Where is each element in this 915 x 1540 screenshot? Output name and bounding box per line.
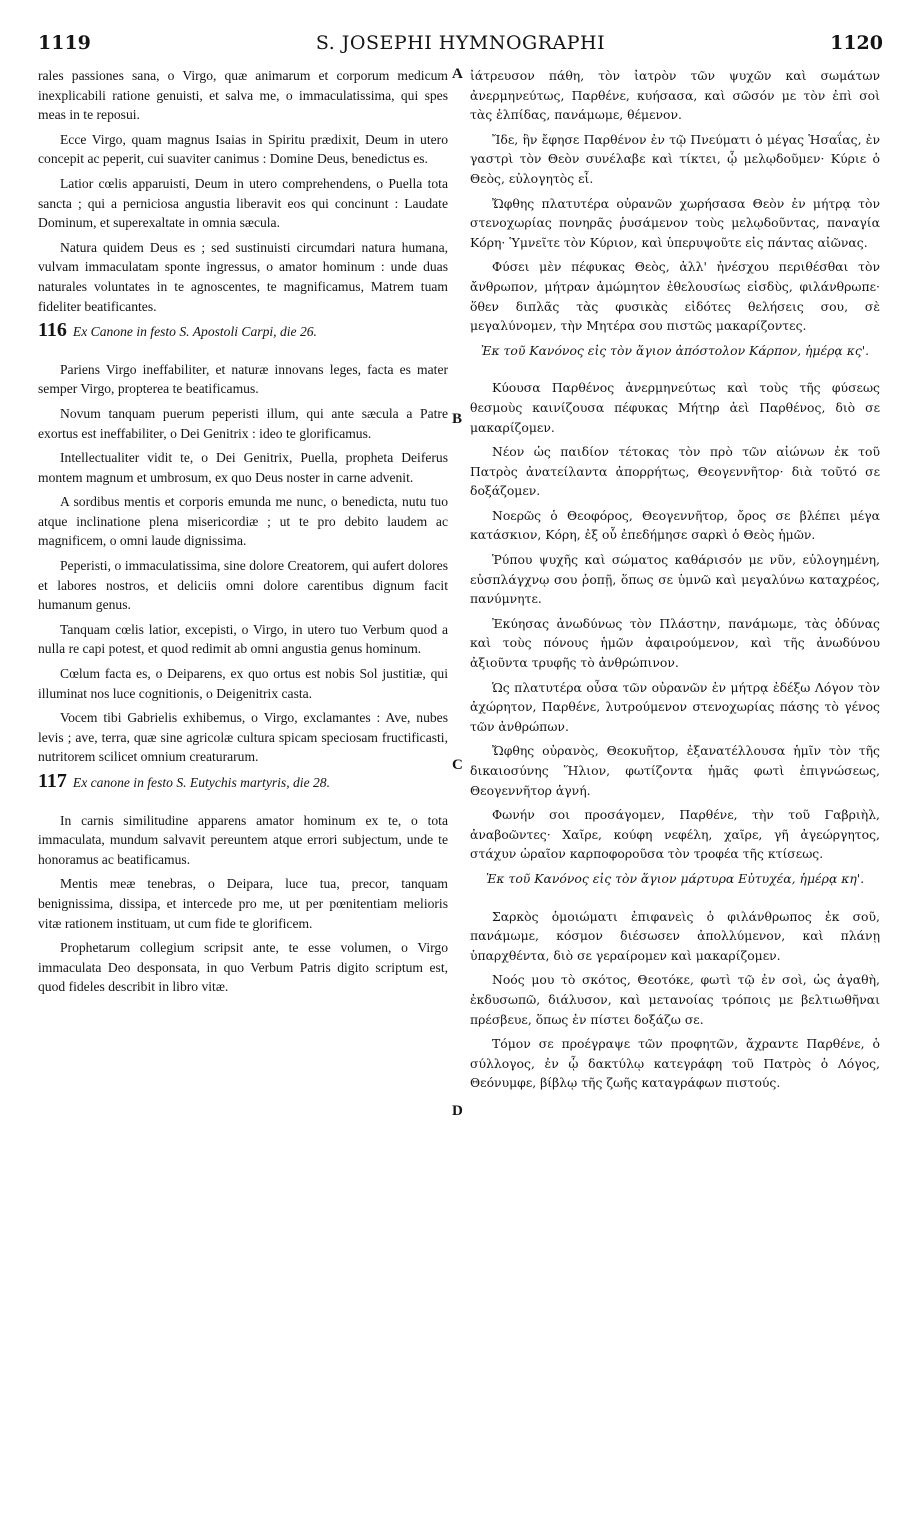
section-number: 116 <box>38 319 67 342</box>
greek-column <box>470 66 880 1098</box>
margin-marker-a: A <box>452 66 463 82</box>
latin-paragraph: rales passiones sana, o Virgo, quæ animarum et corporum medicum inexplicabili ratione genuisti, et salva me, o immaculatissima, qui spes meas in te reposui. <box>38 68 448 123</box>
latin-paragraph: Intellectualiter vidit te, o Dei Genitrix, Puella, propheta Deiferus montem magnum et umbrosum, ex quo Deus noster in carne advenit. <box>38 450 448 485</box>
section-heading-117 <box>38 772 448 793</box>
greek-section-heading-117: Ἐκ τοῦ Κανόνος εἰς τὸν ἅγιον μάρτυρα Εὐτυχέα, ἡμέρᾳ κη'. <box>485 870 865 886</box>
greek-paragraph: Κύουσα Παρθένος ἀνερμηνεύτως καὶ τοὺς τῆς φύσεως θεσμοὺς καινίζουσα πέφυκας Μήτηρ ἀεὶ Παρθένος, διὸ σε μακαρίζομεν. <box>470 380 880 435</box>
latin-paragraph: Cœlum facta es, o Deiparens, ex quo ortus est nobis Sol justitiæ, qui illuminat nos luce cognitionis, o Deigenitrix casta. <box>38 666 448 701</box>
greek-paragraph: Ὡς πλατυτέρα οὖσα τῶν οὐρανῶν ἐν μήτρᾳ ἐδέξω Λόγον τὸν ἀχώρητον, Παρθένε, λυτρούμενον στενοχωρίας πάσης τὸ γένος τῶν ἀνθρώπων. <box>470 679 880 734</box>
latin-paragraph: A sordibus mentis et corporis emunda me nunc, o benedicta, nutu tuo atque inclinatione plena misericordiæ ; ut te pro debito laudem ac magnificem, o omni laude dignissima. <box>38 494 448 549</box>
latin-paragraph: Ecce Virgo, quam magnus Isaias in Spiritu prædixit, Deum in utero concepit ac peperit, cui suaviter canimus : Domine Deus, benedictus es. <box>38 131 448 167</box>
latin-paragraph: In carnis similitudine apparens amator hominum ex te, o tota immaculata, mundum salvavit pereuntem atque errori subjectum, unde te honoramus ac beatificamus. <box>38 812 448 867</box>
margin-marker-b: B <box>452 411 463 427</box>
right-page-number: 1120 <box>830 32 883 54</box>
latin-paragraph: Tanquam cœlis latior, excepisti, o Virgo, in utero tuo Verbum quod a nulla re capi potest, et quod redimit ab omni angustia genus hominum. <box>38 621 448 657</box>
latin-paragraph: Natura quidem Deus es ; sed sustinuisti circumdari natura humana, vulvam immaculatam sponte ingressus, o amator hominum : unde duas naturales voluntates in te agnoscentes, te magnificamus, Matrem tuam fideliter beatificantes. <box>38 239 448 314</box>
latin-paragraph: Novum tanquam puerum peperisti illum, qui ante sæcula a Patre exortus est ineffabiliter, o Dei Genitrix : ideo te glorificamus. <box>38 405 448 441</box>
left-page-number: 1119 <box>38 32 91 54</box>
greek-paragraph: Σαρκὸς ὁμοιώματι ἐπιφανεὶς ὁ φιλάνθρωπος ἐκ σοῦ, πανάμωμε, κόσμον διέσωσεν ἀπολλύμενον, καὶ πλάνῃ ὑπαρχθέντα, διὸ σε γεραίρομεν καὶ μακαρίζομεν. <box>470 908 880 963</box>
latin-column <box>38 66 448 1002</box>
margin-marker-d: D <box>452 1103 463 1119</box>
latin-paragraph: Peperisti, o immaculatissima, sine dolore Creatorem, qui aufert dolores et labores nostros, et deliciis omni dolore carentibus dignum facit humanum genus. <box>38 558 448 613</box>
greek-paragraph: ἰάτρευσον πάθη, τὸν ἰατρὸν τῶν ψυχῶν καὶ σωμάτων ἀνερμηνεύτως, Παρθένε, κυήσασα, καὶ σῶσόν με τὸν ἐπὶ σοὶ τὰς ἐλπίδας, πανάμωμε, θέμενον. <box>470 68 880 123</box>
section-title: Ex canone in festo S. Eutychis martyris, die 28. <box>72 775 331 790</box>
margin-marker-c: C <box>452 757 463 773</box>
greek-paragraph: Νοερῶς ὁ Θεοφόρος, Θεογεννῆτορ, ὄρος σε βλέπει μέγα κατάσκιον, Κόρη, ἐξ οὗ ἐπεδήμησε σαρκὶ ὁ Θεὸς ἡμῶν. <box>470 507 880 543</box>
page-header <box>38 32 883 62</box>
latin-paragraph: Latior cœlis apparuisti, Deum in utero comprehendens, o Puella tota sancta ; qui a perniciosa angustia liberavit eos qui concinunt : Laudate Dominum, et superexaltate in omnia sæcula. <box>38 175 448 231</box>
greek-paragraph: Φωνήν σοι προσάγομεν, Παρθένε, τὴν τοῦ Γαβριὴλ, ἀναβοῶντες· Χαῖρε, κούφη νεφέλη, χαῖρε, γῆ ἀγεώργητος, στάχυν ὡραῖον καρποφοροῦσα τὸν τροφέα τῆς κτίσεως. <box>470 807 880 862</box>
greek-paragraph: Τόμον σε προέγραψε τῶν προφητῶν, ἄχραντε Παρθένε, ὁ σύλλογος, ἐν ᾧ δακτύλῳ κατεγράφη τοῦ Πατρὸς ὁ Λόγος, Θεόνυμφε, βίβλῳ τῆς ζωῆς καταγράφων πιστούς. <box>470 1036 880 1091</box>
latin-paragraph: Mentis meæ tenebras, o Deipara, luce tua, precor, tanquam benignissima, dissipa, et intercede pro me, ut per pœnitentiam melioris vitæ rationem instituam, ut cum fide te glorificem. <box>38 876 448 931</box>
greek-paragraph: Ἐκύησας ἀνωδύνως τὸν Πλάστην, πανάμωμε, τὰς ὀδύνας καὶ τοὺς πόνους ἡμῶν ἀφαιρούμενον, καὶ τῆς ἀνωδύνου ἀξιοῦντα τρυφῆς τὸ ἀνθρώπινον. <box>470 615 880 671</box>
greek-paragraph: Ὤφθης πλατυτέρα οὐρανῶν χωρήσασα Θεὸν ἐν μήτρᾳ τὸν στενοχωρίας πονηρᾶς ῥυσάμενον τοὺς μελῳδοῦντας, παναγία Κόρη· Ὑμνεῖτε τὸν Κύριον, καὶ ὑπερυψοῦτε εἰς πάντας αἰῶνας. <box>470 195 880 250</box>
greek-paragraph: Ἴδε, ἣν ἔφησε Παρθένον ἐν τῷ Πνεύματι ὁ μέγας Ἡσαΐας, ἐν γαστρὶ τὸν Θεὸν συνέλαβε καὶ τίκτει, ᾧ μελῳδοῦμεν· Κύριε ὁ Θεὸς, εὐλογητὸς εἶ. <box>470 131 880 186</box>
greek-paragraph: Φύσει μὲν πέφυκας Θεὸς, ἀλλ' ἠνέσχου περιθέσθαι τὸν ἄνθρωπον, μήτραν ἀμώμητον ἐθελουσίως εἰσδὺς, φιλάνθρωπε· ὅθεν διπλᾶς τὰς φυσικὰς εἰδότες θελήσεις σου, σὲ μεγαλύνομεν, τὴν Μητέρα σου πιστῶς μακαρίζοντες. <box>470 259 880 334</box>
greek-paragraph: Ὤφθης οὐρανὸς, Θεοκυῆτορ, ἐξανατέλλουσα ἡμῖν τὸν τῆς δικαιοσύνης Ἥλιον, φωτίζοντα ἡμᾶς φωτὶ ἐπιγνώσεως, Θεογεννῆτορ ἁγνή. <box>470 743 880 798</box>
latin-paragraph: Pariens Virgo ineffabiliter, et naturæ innovans leges, facta es mater semper Virgo, propterea te beatificamus. <box>38 361 448 397</box>
section-heading-116 <box>38 321 448 342</box>
section-number: 117 <box>38 770 67 792</box>
greek-paragraph: Νοός μου τὸ σκότος, Θεοτόκε, φωτὶ τῷ ἐν σοὶ, ὡς ἀγαθὴ, ἐκδυσωπῶ, διάλυσον, καὶ μετανοίας τρόποις με βελτιωθῆναι πρέσβευε, ὅπως ἐν πίστει δοξάζω σε. <box>470 972 880 1027</box>
latin-paragraph: Vocem tibi Gabrielis exhibemus, o Virgo, exclamantes : Ave, nubes levis ; ave, terra, quæ sine agricolæ cultura spicam speciosam fructificasti, nutritorem scilicet omnium creaturarum. <box>38 710 448 765</box>
greek-paragraph: Νέον ὡς παιδίον τέτοκας τὸν πρὸ τῶν αἰώνων ἐκ τοῦ Πατρὸς ἀνατείλαντα ἀπορρήτως, Θεογεννῆτορ· διὰ τοῦτό σε δοξάζομεν. <box>470 444 880 499</box>
running-title: S. JOSEPHI HYMNOGRAPHI <box>315 32 606 54</box>
greek-paragraph: Ῥύπου ψυχῆς καὶ σώματος καθάρισόν με νῦν, εὐλογημένη, εὐσπλάγχνῳ σου ῥοπῇ, ὅπως σε ὑμνῶ καὶ μεγαλύνω καταχρέος, πανύμνητε. <box>470 552 880 607</box>
latin-paragraph: Prophetarum collegium scripsit ante, te esse volumen, o Virgo immaculata Deo desponsata, in quo Verbum Patris digito scriptum est, quod fideles describit in libro vitæ. <box>38 940 448 995</box>
greek-section-heading-116: Ἐκ τοῦ Κανόνος εἰς τὸν ἅγιον ἀπόστολον Κάρπον, ἡμέρᾳ κς'. <box>480 342 870 358</box>
section-title: Ex Canone in festo S. Apostoli Carpi, die 26. <box>72 324 317 340</box>
